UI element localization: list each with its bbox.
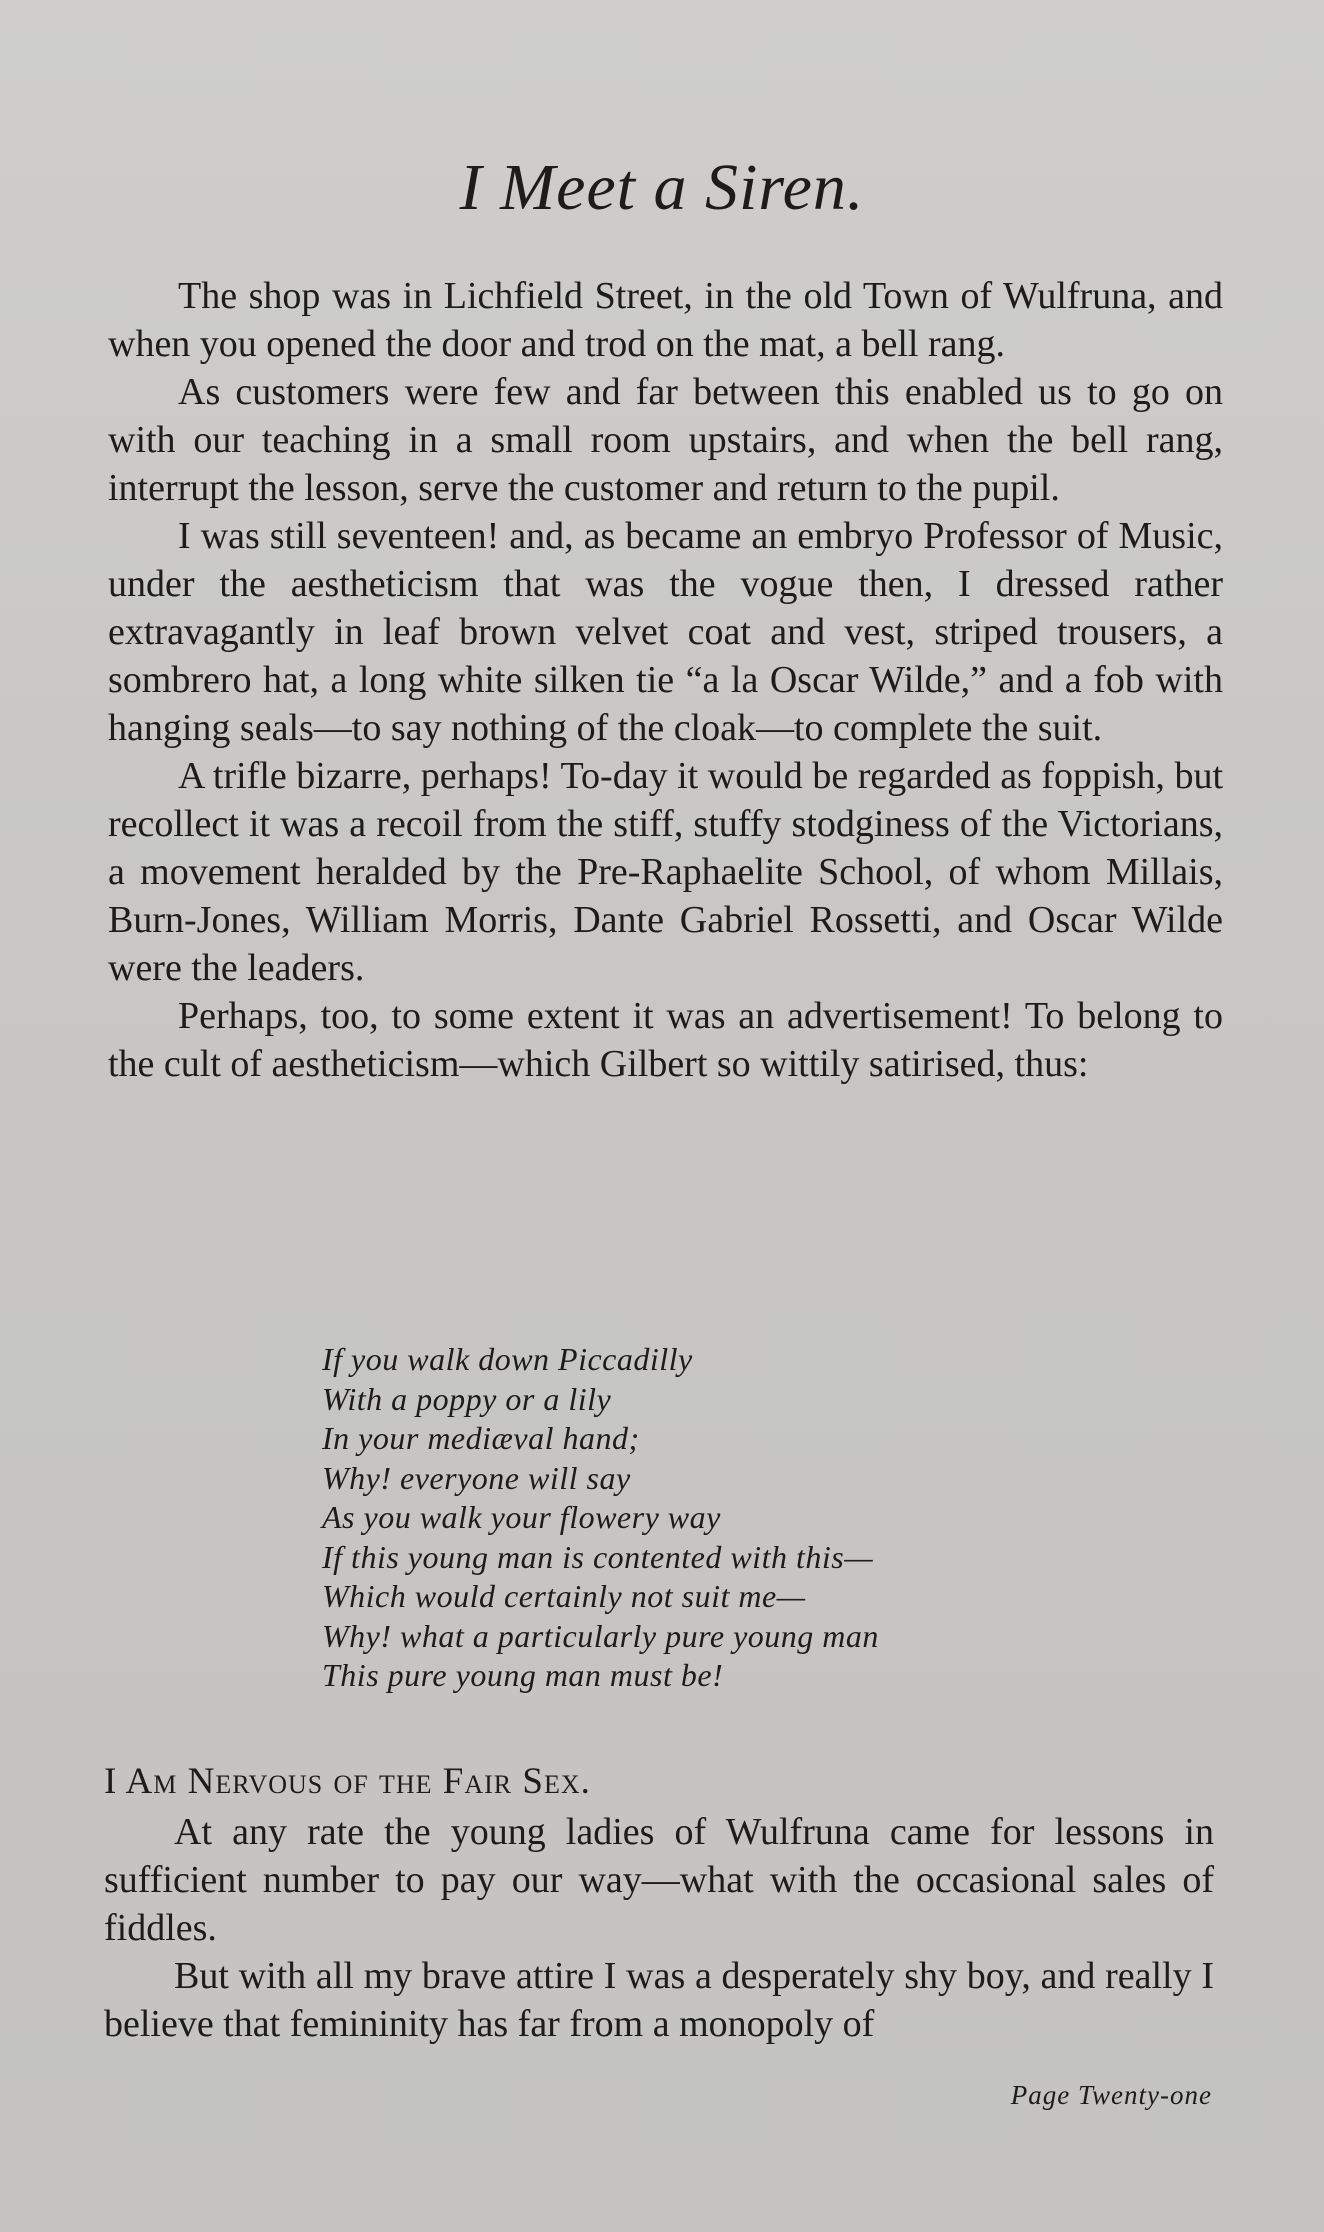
paragraph: Perhaps, too, to some extent it was an advertisement! To belong to the cult of aestheticism—which Gilbert so wittily satirised, thus: <box>108 995 1223 1085</box>
poem-line: As you walk your flowery way <box>322 1499 721 1535</box>
poem-line: Why! everyone will say <box>322 1459 631 1496</box>
poem-line: In your mediæval hand; <box>322 1420 640 1456</box>
chapter-title: I Meet a Siren. <box>459 151 865 224</box>
paragraph: A trifle bizarre, perhaps! To-day it would be regarded as foppish, but recollect it was a recoil from the stiff, stuffy stodginess of the Victorians, a movement heralded by the Pre-Raphaelite School, of whom Millais, Burn-Jones, William Morris, Dante Gabriel Rossetti, and Oscar Wilde were the leaders. <box>108 755 1223 989</box>
poem-line: With a poppy or a lily <box>322 1380 612 1417</box>
poem-line: If this young man is contented with this— <box>322 1538 874 1575</box>
poem-line: This pure young man must be! <box>322 1657 724 1693</box>
poem-line: Why! what a particularly pure young man <box>322 1617 879 1654</box>
page-number: Page Twenty-one <box>1010 2080 1212 2110</box>
poem-line: Which would certainly not suit me— <box>322 1578 806 1614</box>
body-text-part2 <box>104 1808 1214 2048</box>
poem-line: If you walk down Piccadilly <box>322 1341 693 1377</box>
paragraph: I was still seventeen! and, as became an embryo Professor of Music, under the aestheticism that was the vogue then, I dressed rather extravagantly in leaf brown velvet coat and vest, striped trousers, a sombrero hat, a long white silken tie “a la Oscar Wilde,” and a fob with hanging seals—to say nothing of the cloak—to complete the suit. <box>108 515 1223 749</box>
paragraph: At any rate the young ladies of Wulfruna came for lessons in sufficient number to pay our way—what with the occasional sales of fiddles. <box>104 1811 1214 1949</box>
section-heading: I Am Nervous of the Fair Sex. <box>104 1761 591 1802</box>
body-text-part1 <box>108 272 1223 1088</box>
paragraph: But with all my brave attire I was a desperately shy boy, and really I believe that femininity has far from a monopoly of <box>104 1955 1214 2045</box>
paragraph: As customers were few and far between this enabled us to go on with our teaching in a small room upstairs, and when the bell rang, interrupt the lesson, serve the customer and return to the pupil. <box>108 371 1223 509</box>
paragraph: The shop was in Lichfield Street, in the old Town of Wulfruna, and when you opened the door and trod on the mat, a bell rang. <box>108 275 1223 365</box>
poem-quotation <box>322 1340 1082 1696</box>
